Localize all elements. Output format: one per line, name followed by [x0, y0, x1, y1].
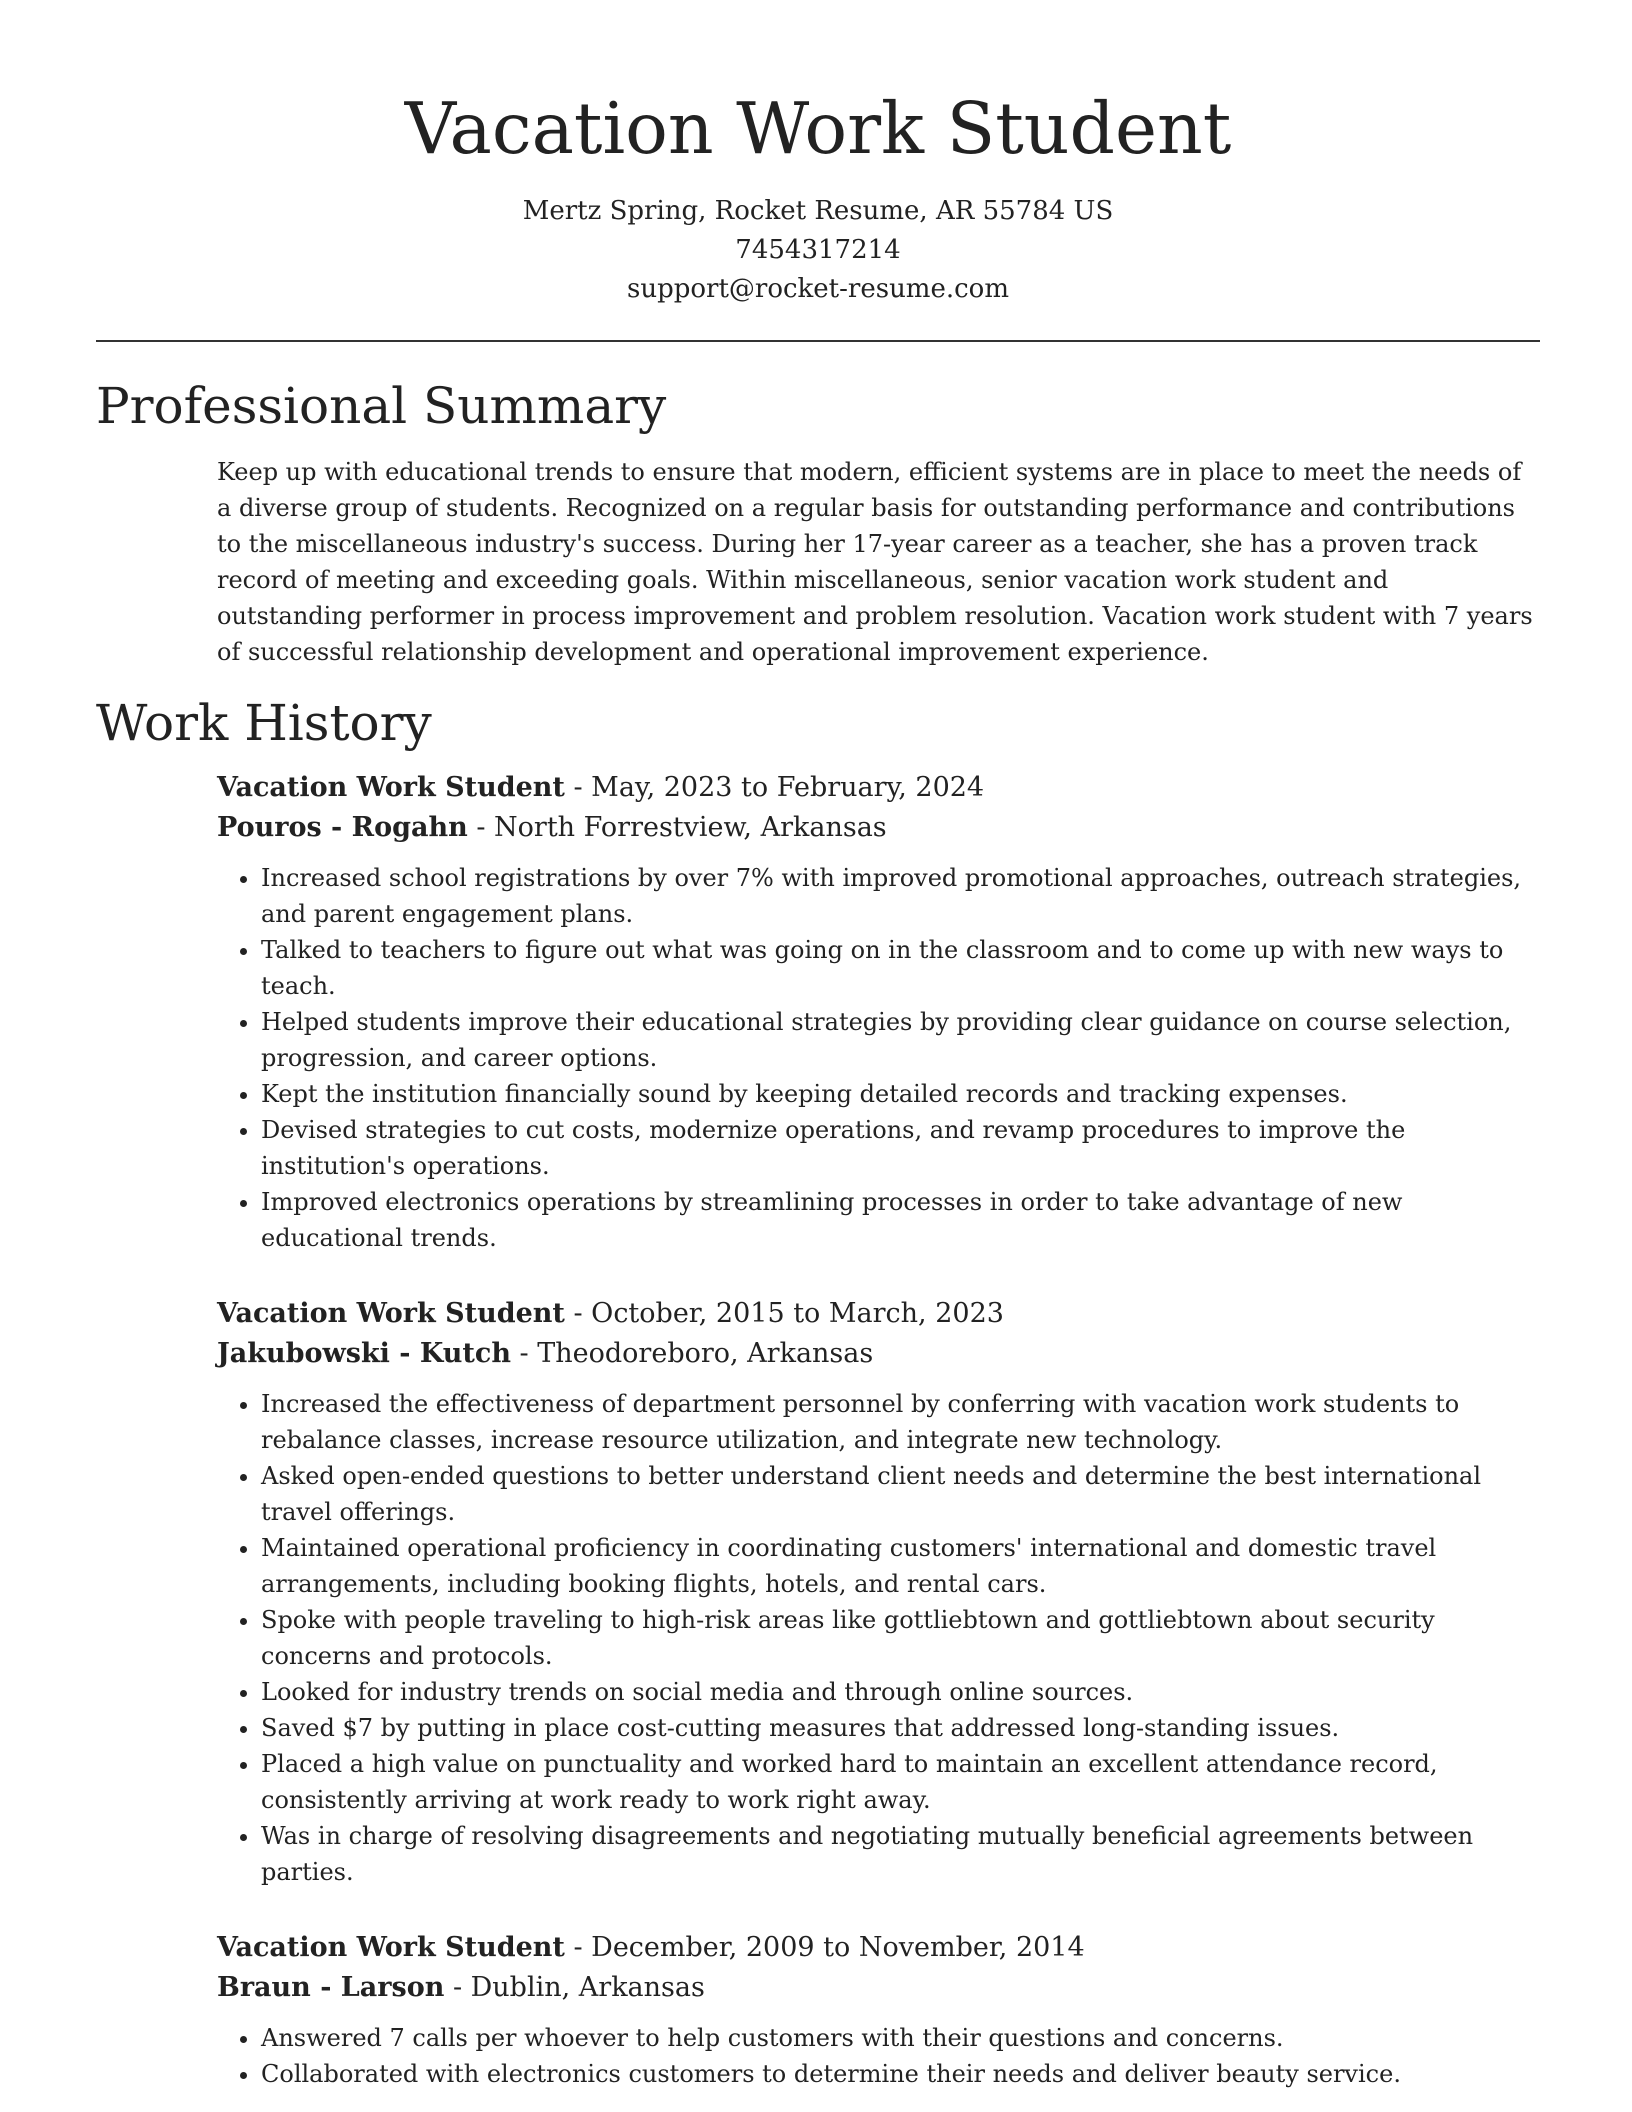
job-title-line [217, 1928, 1540, 1968]
job-company: Pouros - Rogahn [217, 812, 468, 843]
job-title-line [217, 768, 1540, 808]
list-item: • Talked to teachers to figure out what was going on in the classroom and to come up with new ways to teach. [261, 932, 1540, 1004]
work-history-heading: Work History [96, 694, 432, 752]
list-item: • Placed a high value on punctuality and worked hard to maintain an excellent attendance record, consistently arriving at work ready to work right away. [261, 1746, 1540, 1818]
job-bullets [217, 1386, 1540, 1890]
email[interactable]: support@rocket-resume.com [626, 274, 1009, 304]
job-company: Jakubowski - Kutch [217, 1338, 511, 1369]
job-entry [217, 768, 1540, 1256]
list-item: • Answered 7 calls per whoever to help customers with their questions and concerns. [261, 2020, 1540, 2056]
list-item: • Asked open-ended questions to better understand client needs and determine the best international travel offerings. [261, 1458, 1540, 1530]
job-location: - North Forrestview, Arkansas [467, 812, 887, 843]
list-item: • Kept the institution financially sound by keeping detailed records and tracking expenses. [261, 1076, 1540, 1112]
job-bullets [217, 860, 1540, 1256]
job-position: Vacation Work Student [217, 1298, 565, 1329]
job-entry [217, 1294, 1540, 1890]
job-company-line [217, 808, 1540, 848]
list-item: • Devised strategies to cut costs, modernize operations, and revamp procedures to improve the institution's operations. [261, 1112, 1540, 1184]
list-item: • Was in charge of resolving disagreements and negotiating mutually beneficial agreements between parties. [261, 1818, 1540, 1890]
list-item: • Collaborated with electronics customers to determine their needs and deliver beauty service. [261, 2056, 1540, 2092]
list-item: • Increased school registrations by over 7% with improved promotional approaches, outreach strategies, and parent engagement plans. [261, 860, 1540, 932]
list-item: • Improved electronics operations by streamlining processes in order to take advantage of new educational trends. [261, 1184, 1540, 1256]
job-bullets [217, 2020, 1540, 2092]
job-dates: - May, 2023 to February, 2024 [564, 772, 985, 803]
job-location: - Theodoreboro, Arkansas [510, 1338, 874, 1369]
resume-header [96, 0, 1540, 309]
list-item: • Saved $7 by putting in place cost-cutting measures that addressed long-standing issues. [261, 1710, 1540, 1746]
job-entry [217, 1928, 1540, 2092]
header-divider [96, 340, 1540, 342]
list-item: • Helped students improve their educational strategies by providing clear guidance on course selection, progression, and career options. [261, 1004, 1540, 1076]
job-location: - Dublin, Arkansas [444, 1972, 705, 2003]
job-position: Vacation Work Student [217, 772, 565, 803]
summary-heading: Professional Summary [96, 377, 667, 435]
job-title-line [217, 1294, 1540, 1334]
address: Mertz Spring, Rocket Resume, AR 55784 US [522, 196, 1114, 226]
summary-text: Keep up with educational trends to ensure that modern, efficient systems are in place to meet the needs of a diverse group of students. Recognized on a regular basis for outstanding performance and contributions to the miscellaneous industry's success. During her 17-year career as a teacher, she has a proven track record of meeting and exceeding goals. Within miscellaneous, senior vacation work student and outstanding performer in process improvement and problem resolution. Vacation work student with 7 years of successful relationship development and operational improvement experience. [217, 458, 1533, 666]
candidate-name: Vacation Work Student [404, 87, 1232, 170]
list-item: • Maintained operational proficiency in coordinating customers' international and domestic travel arrangements, including booking flights, hotels, and rental cars. [261, 1530, 1540, 1602]
job-company: Braun - Larson [217, 1972, 445, 2003]
job-dates: - October, 2015 to March, 2023 [564, 1298, 1004, 1329]
job-position: Vacation Work Student [217, 1932, 565, 1963]
job-company-line [217, 1968, 1540, 2008]
job-company-line [217, 1334, 1540, 1374]
list-item: • Increased the effectiveness of department personnel by conferring with vacation work students to rebalance classes, increase resource utilization, and integrate new technology. [261, 1386, 1540, 1458]
resume-page [96, 0, 1540, 2092]
list-item: • Looked for industry trends on social media and through online sources. [261, 1674, 1540, 1710]
list-item: • Spoke with people traveling to high-risk areas like gottliebtown and gottliebtown about security concerns and protocols. [261, 1602, 1540, 1674]
job-dates: - December, 2009 to November, 2014 [564, 1932, 1085, 1963]
phone: 7454317214 [735, 235, 901, 265]
contact-info [96, 192, 1540, 309]
